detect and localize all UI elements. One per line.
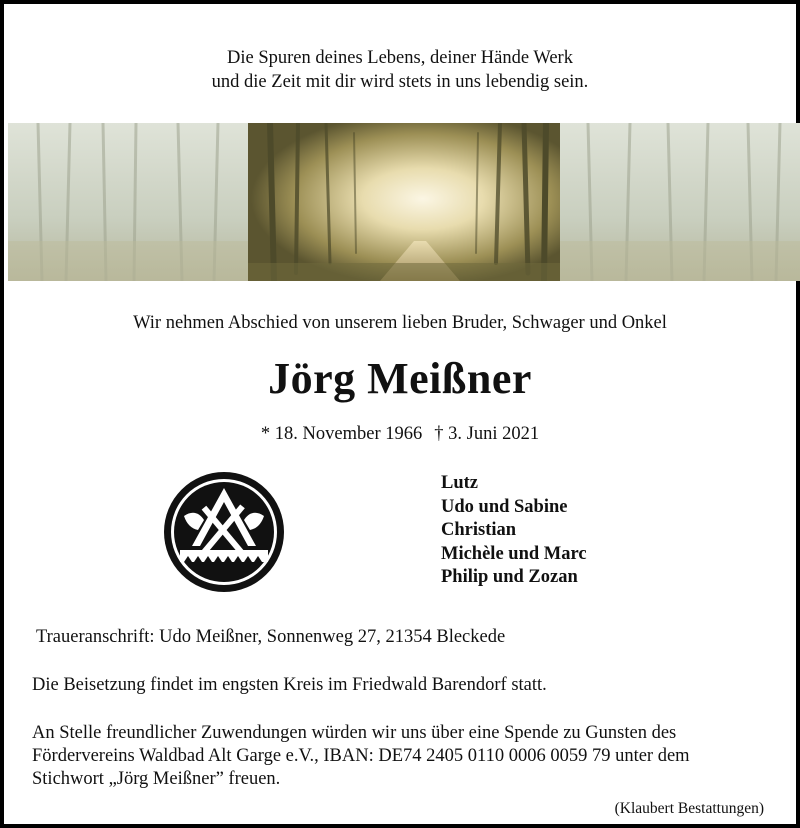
life-dates [4,424,796,445]
burial-notice: Die Beisetzung findet im engsten Kreis im Friedwald Barendorf statt. [32,675,547,695]
donation-line-2: Fördervereins Waldbad Alt Garge e.V., IBAN: DE74 2405 0110 0006 0059 79 unter dem [32,746,690,766]
donation-line-1: An Stelle freundlicher Zuwendungen würden wir uns über eine Spende zu Gunsten des [32,723,677,743]
donation-request [32,722,690,791]
forest-banner-image [8,123,800,281]
mourning-address: Traueranschrift: Udo Meißner, Sonnenweg 27, 21354 Bleckede [36,627,506,647]
mourners-list [441,472,587,590]
farewell-intro: Wir nehmen Abschied von unserem lieben Bruder, Schwager und Onkel [133,313,667,333]
verse-line-2: und die Zeit mit dir wird stets in uns lebendig sein. [211,72,589,92]
memorial-verse [4,46,796,94]
mourner-item: Michèle und Marc [441,543,587,564]
mourner-item: Christian [441,520,517,540]
verse-line-1: Die Spuren deines Lebens, deiner Hände Werk [227,48,573,68]
mourner-item: Udo und Sabine [441,496,568,517]
death-date: † 3. Juni 2021 [434,424,540,444]
birth-date: * 18. November 1966 [260,424,423,444]
mourner-item: Philip und Zozan [441,567,578,587]
mourner-item: Lutz [441,473,478,493]
donation-line-3: Stichwort „Jörg Meißner” freuen. [32,769,281,789]
deceased-name: Jörg Meißner [268,354,532,403]
carpenter-guild-emblem-icon [162,470,286,594]
undertaker-credit: (Klaubert Bestattungen) [614,800,764,817]
